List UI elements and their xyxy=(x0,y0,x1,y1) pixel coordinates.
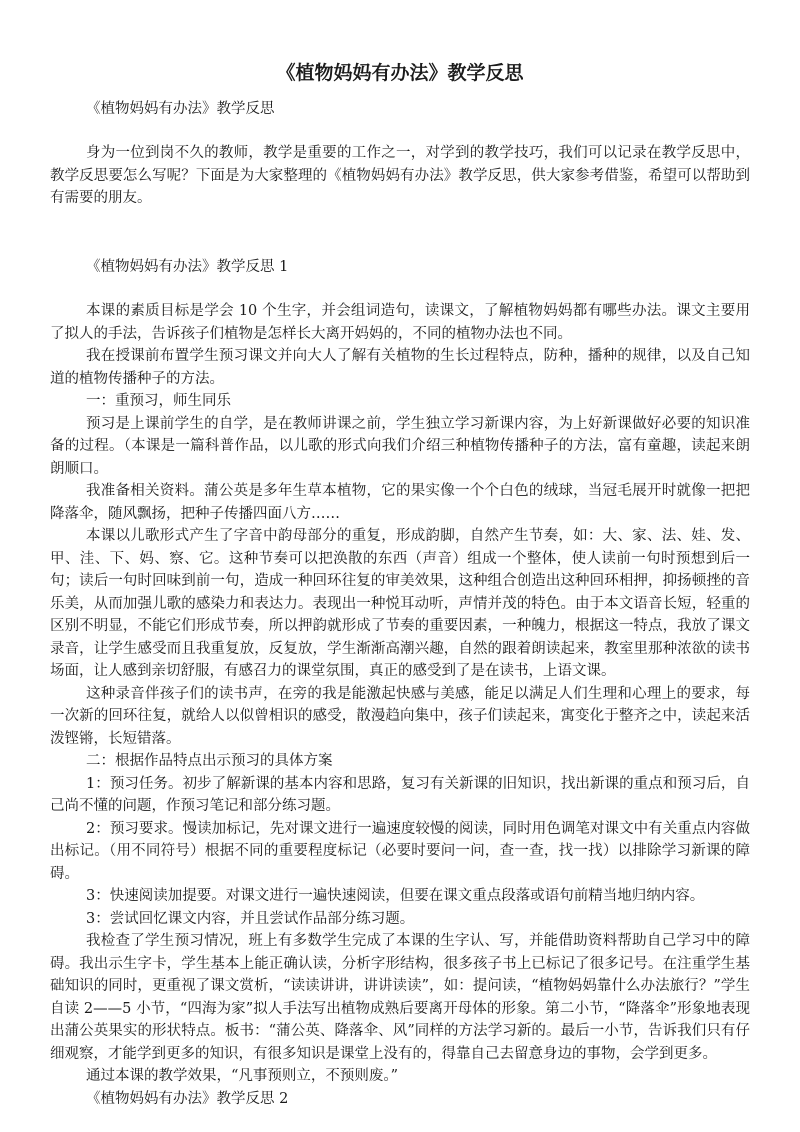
body-paragraph: 本课的素质目标是学会 10 个生字，并会组词造句，读课文，了解植物妈妈都有哪些办法。课文主要用了拟人的手法，告诉孩子们植物是怎样长大离开妈妈的，不同的植物办法也不同。 xyxy=(50,303,750,342)
section-1-title: 《植物妈妈有办法》教学反思 1 xyxy=(86,258,289,275)
body-paragraph: 这种录音伴孩子们的读书声，在旁的我是能激起快感与美感，能足以满足人们生理和心理上的要求，每一次新的回环往复，就给人以似曾相识的感受，散漫趋向集中，孩子们读起来，寓变化于整齐之中，读起来活泼铿锵，长短错落。 xyxy=(50,685,750,747)
subheading: 一：重预习，师生同乐 xyxy=(86,393,231,409)
body-paragraph: 预习是上课前学生的自学，是在教师讲课之前，学生独立学习新课内容，为上好新课做好必要的知识准备的过程。（本课是一篇科普作品，以儿歌的形式向我们介绍三种植物传播种子的方法，富有童趣，读起来朗朗顺口。 xyxy=(50,415,750,477)
body-paragraph: 我在授课前布置学生预习课文并向大人了解有关植物的生长过程特点，防种，播种的规律，以及自己知道的植物传播种子的方法。 xyxy=(50,348,750,387)
spacer xyxy=(50,210,800,256)
body-paragraph: 3：尝试回忆课文内容，并且尝试作品部分练习题。 xyxy=(86,910,415,927)
body-paragraph: 我准备相关资料。蒲公英是多年生草本植物，它的果实像一个个白色的绒球，当冠毛展开时就像一把把降落伞，随风飘扬，把种子传播四面八方…… xyxy=(50,483,750,522)
body-paragraph: 我检查了学生预习情况，班上有多数学生完成了本课的生字认、写，并能借助资料帮助自己学习中的障碍。我出示生字卡，学生基本上能正确认读，分析字形结构，很多孩子书上已标记了很多记号。在注重学生基础知识的同时，更重视了课文赏析，“读读讲讲，讲讲读读”，如：提问读，“植物妈妈靠什么办法旅行？”学生自读 2——5 小节，“四海为家”拟人手法写出植物成熟后要离开母体的形象。第二小节，“降落伞”形象地表现出蒲公英果实的形状特点。板书：“蒲公英、降落伞、风”同样的方法学习新的。最后一小节，告诉我们只有仔细观察，才能学到更多的知识，有很多知识是课堂上没有的，得靠自己去留意身边的事物，会学到更多。 xyxy=(50,933,750,1062)
body-paragraph: 本课以儿歌形式产生了字音中韵母部分的重复，形成韵脚，自然产生节奏，如：大、家、法、娃、发、甲、洼、下、妈、察、它。这种节奏可以把涣散的东西（声音）组成一个整体，使人读前一句时预想到后一句；读后一句时回味到前一句，造成一种回环往复的审美效果，这种组合创造出这种回环相押，抑扬顿挫的音乐美，从而加强儿歌的感染力和表达力。表现出一种悦耳动听，声情并茂的特色。由于本文语音长短，轻重的区别不明显，不能它们形成节奏，所以押韵就形成了节奏的重要因素，一种魄力，根据这一特点，我放了课文录音，让学生感受而且我重复放，反复放，学生渐渐高潮兴趣，自然的跟着朗读起来，教室里那种浓欲的读书场面，让人感到亲切舒服，有感召力的课堂氛围，真正的感受到了是在读书，上语文课。 xyxy=(50,528,750,679)
intro-paragraph: 身为一位到岗不久的教师，教学是重要的工作之一，对学到的教学技巧，我们可以记录在教学反思中，教学反思要怎么写呢？下面是为大家整理的《植物妈妈有办法》教学反思，供大家参考借鉴，希望可以帮助到有需要的朋友。 xyxy=(50,145,750,206)
body-paragraph: 2：预习要求。慢读加标记，先对课文进行一遍速度较慢的阅读，同时用色调笔对课文中有关重点内容做出标记。（用不同符号）根据不同的重要程度标记（必要时要问一问，查一查，找一找）以排除学习新课的障碍。 xyxy=(50,820,750,882)
body-paragraph: 3：快速阅读加提要。对课文进行一遍快速阅读，但要在课文重点段落或语句前精当地归纳内容。 xyxy=(86,888,705,904)
document-subtitle: 《植物妈妈有办法》教学反思 xyxy=(86,101,275,117)
body-paragraph: 通过本课的教学效果，“凡事预则立，不预则废。” xyxy=(86,1068,399,1084)
body-paragraph: 1：预习任务。初步了解新课的基本内容和思路，复习有关新课的旧知识，找出新课的重点和预习后，自己尚不懂的问题，作预习笔记和部分练习题。 xyxy=(50,775,750,814)
document-title: 《植物妈妈有办法》教学反思 xyxy=(276,62,524,84)
subheading: 二：根据作品特点出示预习的具体方案 xyxy=(86,753,333,769)
section-2-title: 《植物妈妈有办法》教学反思 2 xyxy=(86,1090,289,1107)
